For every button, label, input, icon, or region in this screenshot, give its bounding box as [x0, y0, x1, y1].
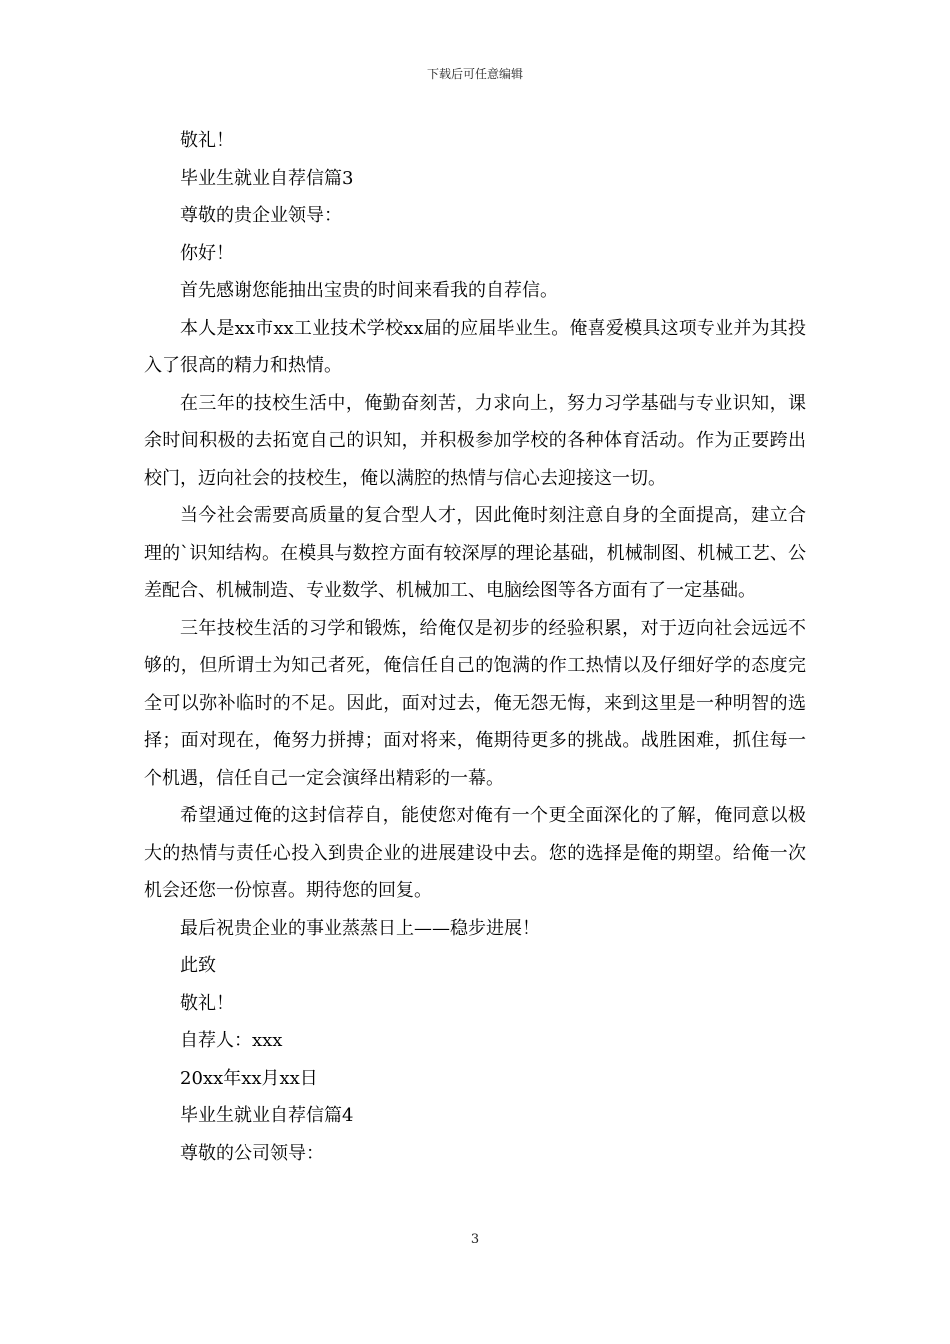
paragraph-salutation-2: 尊敬的公司领导： [180, 1142, 324, 1164]
paragraph-signature: 自荐人：xxx [180, 1030, 283, 1051]
paragraph-salutation: 尊敬的贵企业领导： [180, 205, 342, 226]
section-title-letter-3: 毕业生就业自荐信篇3 [180, 167, 354, 189]
page-header: 下载后可任意编辑 [426, 67, 523, 81]
paragraph-experience: 三年技校生活的习学和锻炼，给俺仅是初步的经验积累，对于迈向社会远远不够的，但所谓士为知己者死，俺信任自己的饱满的作工热情以及仔细好学的态度完全可以弥补临时的不足。因此，面对过去，俺无怨无悔，来到这里是一种明智的选择；面对现在，俺努力拼搏；面对将来，俺期待更多的挑战。战胜困难，抓住每一个机遇，信任自己一定会演绎出精彩的一幕。 [144, 617, 806, 789]
paragraph-intro: 本人是xx市xx工业技术学校xx届的应届毕业生。俺喜爱模具这项专业并为其投入了很高的精力和热情。 [144, 317, 806, 376]
paragraph-school-life: 在三年的技校生活中，俺勤奋刻苦，力求向上，努力习学基础与专业识知，课余时间积极的去拓宽自己的识知，并积极参加学校的各种体育活动。作为正要跨出校门，迈向社会的技校生，俺以满腔的热情与信心去迎接这一切。 [144, 392, 806, 489]
paragraph-regards: 此致 [180, 955, 216, 976]
document-body [144, 122, 806, 1172]
paragraph-thanks: 首先感谢您能抽出宝贵的时间来看我的自荐信。 [180, 280, 558, 301]
paragraph-greeting: 你好！ [180, 242, 234, 264]
paragraph-knowledge: 当今社会需要高质量的复合型人才，因此俺时刻注意自身的全面提高，建立合理的`识知结构。在模具与数控方面有较深厚的理论基础，机械制图、机械工艺、公差配合、机械制造、专业数学、机械加工、电脑绘图等各方面有了一定基础。 [144, 505, 806, 601]
paragraph-wishes: 最后祝贵企业的事业蒸蒸日上——稳步进展！ [180, 917, 540, 939]
section-title-letter-4: 毕业生就业自荐信篇4 [180, 1105, 354, 1126]
paragraph-closing-salute: 敬礼！ [180, 130, 234, 151]
page-number: 3 [470, 1232, 480, 1247]
paragraph-hope: 希望通过俺的这封信荐自，能使您对俺有一个更全面深化的了解，俺同意以极大的热情与责任心投入到贵企业的进展建设中去。您的选择是俺的期望。给俺一次机会还您一份惊喜。期待您的回复。 [144, 805, 806, 901]
paragraph-salute: 敬礼！ [180, 992, 234, 1014]
paragraph-date: 20xx年xx月xx日 [180, 1067, 318, 1089]
